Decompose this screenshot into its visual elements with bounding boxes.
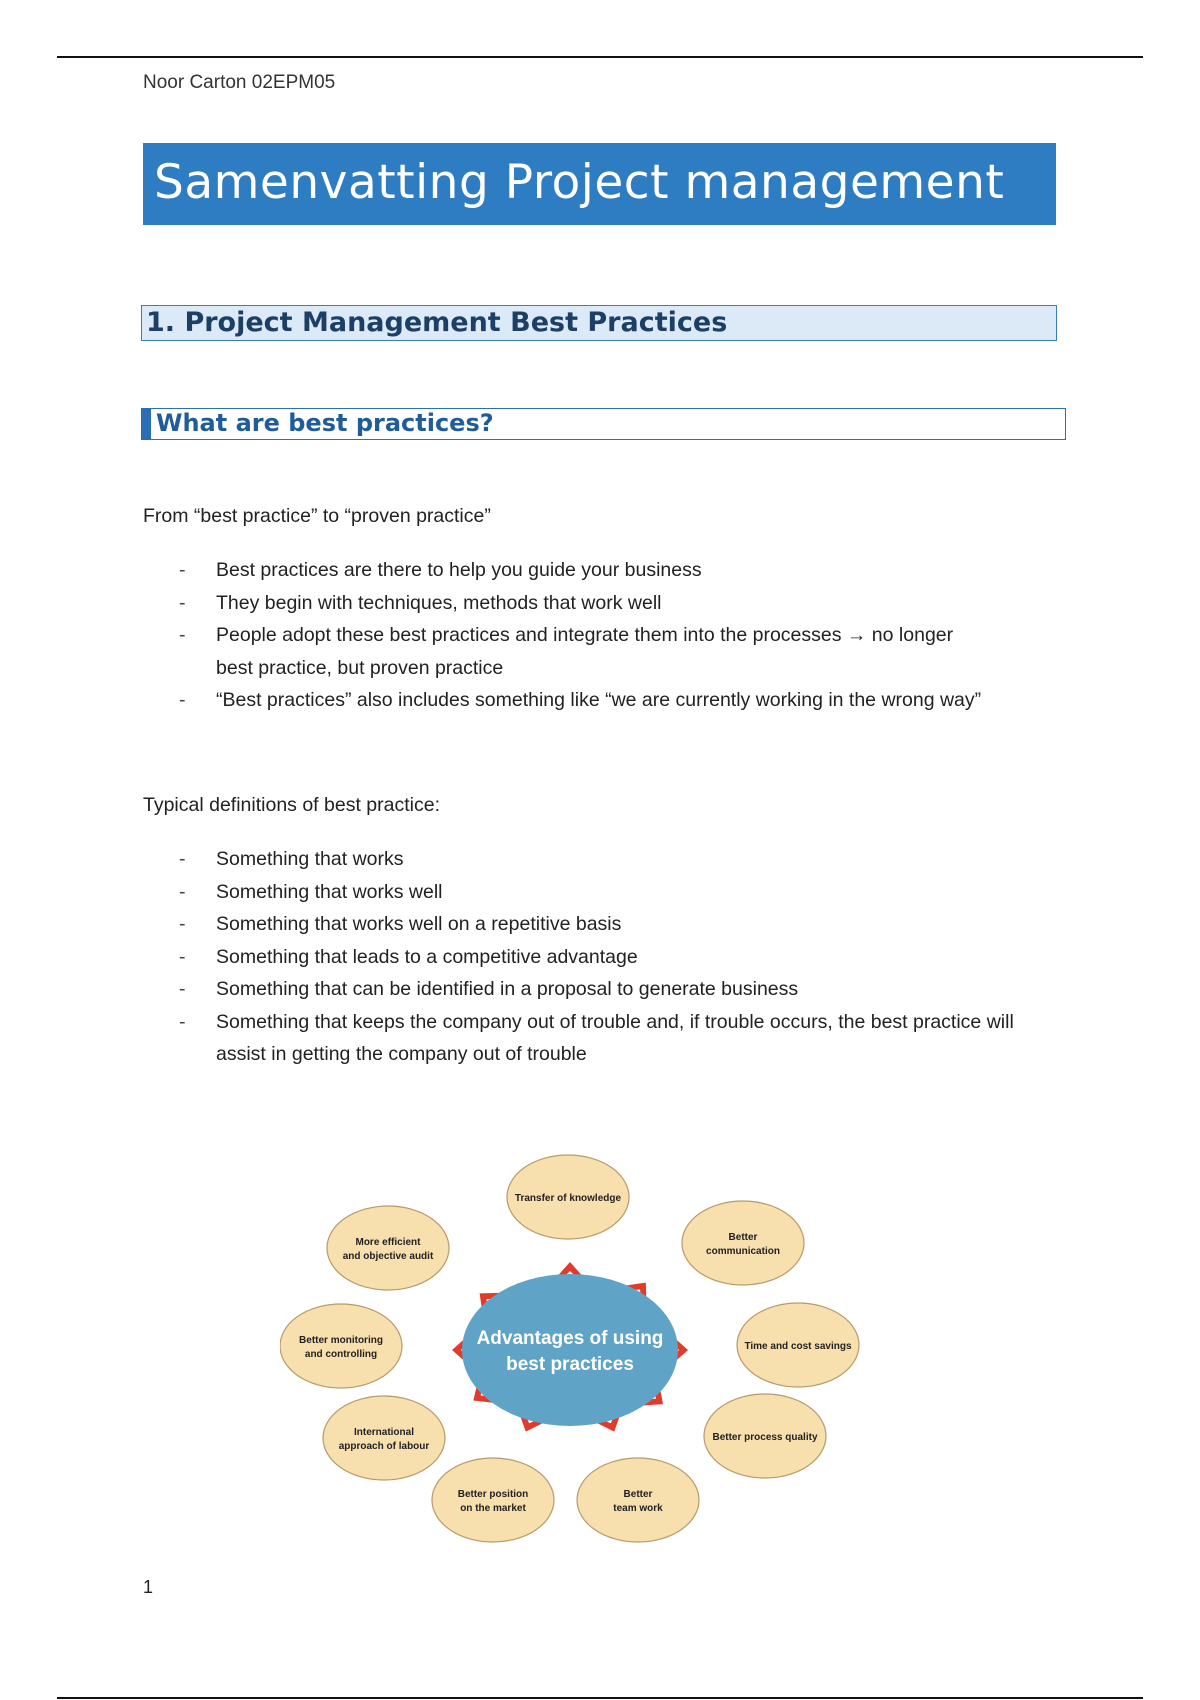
advantage-label: Better position	[457, 1489, 529, 1500]
document-title-banner	[143, 143, 1056, 225]
advantage-label: International	[353, 1427, 415, 1438]
subsection-heading	[141, 408, 1066, 440]
center-ellipse	[462, 1274, 678, 1426]
advantage-bubble	[323, 1396, 445, 1480]
definitions-intro: Typical definitions of best practice:	[143, 794, 440, 816]
page-number: 1	[143, 1577, 154, 1597]
advantage-label: Better process quality	[712, 1432, 818, 1443]
section-heading	[141, 305, 1057, 341]
section-heading-text: 1. Project Management Best Practices	[146, 307, 728, 338]
best-practice-list	[143, 554, 1043, 717]
advantage-bubble	[280, 1304, 402, 1388]
advantage-label: and controlling	[304, 1349, 378, 1360]
list-item: - Something that can be identified in a proposal to generate business	[143, 973, 1043, 1006]
list-item: - “Best practices” also includes something like “we are currently working in the wrong way”	[143, 684, 1043, 717]
document-title: Samenvatting Project management	[154, 155, 1005, 210]
list-item: - Best practices are there to help you guide your business	[143, 554, 1043, 587]
advantage-label: Transfer of knowledge	[514, 1193, 622, 1204]
advantage-label: communication	[706, 1246, 780, 1257]
center-label: best practices	[506, 1354, 634, 1375]
list-item: - Something that works	[143, 843, 1043, 876]
definitions-list	[143, 843, 1043, 1071]
list-item: - Something that leads to a competitive advantage	[143, 941, 1043, 974]
advantage-bubble	[327, 1206, 449, 1290]
advantage-label: on the market	[460, 1503, 526, 1514]
header-author: Noor Carton 02EPM05	[143, 72, 336, 93]
list-item: - Something that keeps the company out of trouble and, if trouble occurs, the best practice will assist in getting the company out of trouble	[143, 1006, 1056, 1071]
advantage-label: and objective audit	[342, 1251, 434, 1262]
advantage-bubble	[432, 1458, 554, 1542]
list-item: - They begin with techniques, methods that work well	[143, 587, 1043, 620]
advantage-label: More efficient	[355, 1237, 421, 1248]
advantage-label: Better	[728, 1232, 758, 1243]
advantage-label: Better monitoring	[299, 1335, 383, 1346]
list-item: - People adopt these best practices and integrate them into the processes → no longer best practice, but proven practice	[143, 619, 976, 684]
top-rule	[57, 56, 1143, 58]
advantages-diagram	[280, 1140, 880, 1560]
advantage-bubble	[577, 1458, 699, 1542]
advantage-label: approach of labour	[338, 1441, 430, 1452]
list-item: - Something that works well on a repetitive basis	[143, 908, 1043, 941]
intro-paragraph: From “best practice” to “proven practice”	[143, 505, 491, 527]
center-label: Advantages of using	[476, 1328, 664, 1349]
advantage-label: Time and cost savings	[744, 1341, 852, 1352]
bottom-rule	[57, 1697, 1143, 1699]
advantage-label: Better	[623, 1489, 653, 1500]
subsection-heading-text: What are best practices?	[156, 409, 494, 437]
list-item: - Something that works well	[143, 876, 1043, 909]
advantage-label: team work	[613, 1503, 663, 1514]
advantage-bubble	[682, 1201, 804, 1285]
